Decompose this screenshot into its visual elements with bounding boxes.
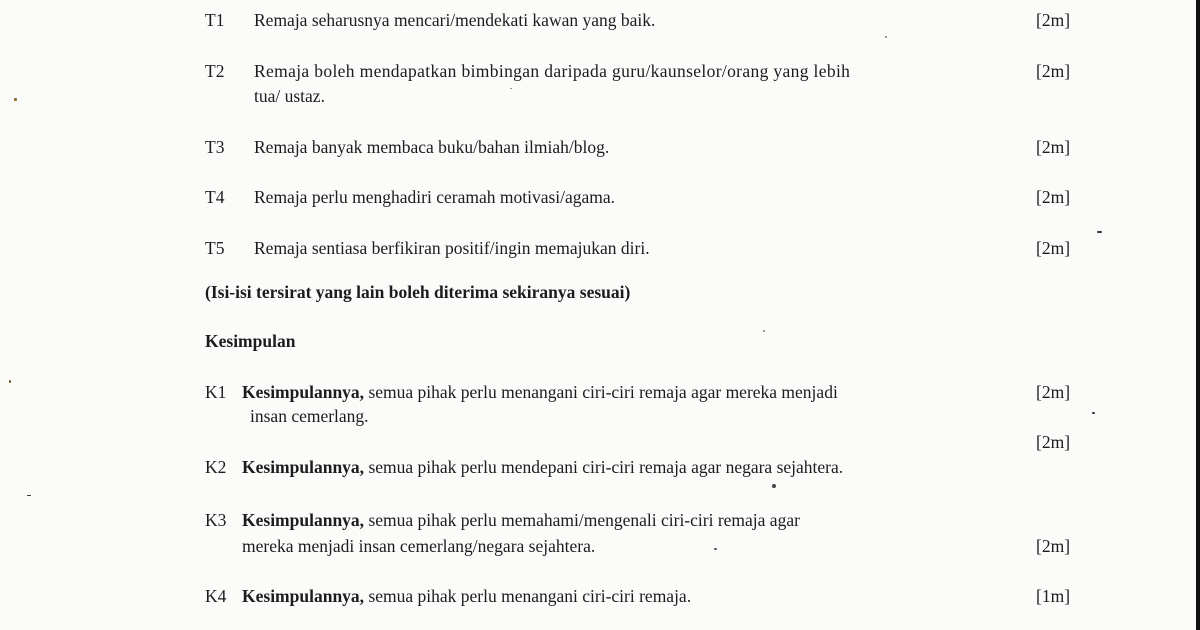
conclusion-lead: Kesimpulannya, — [242, 586, 365, 606]
point-text-line2: tua/ ustaz. — [254, 86, 325, 106]
point-text: Remaja perlu menghadiri ceramah motivasi/agama. — [254, 187, 616, 207]
conclusion-heading: Kesimpulan — [205, 331, 296, 351]
point-mark: [2m] — [1036, 187, 1071, 207]
scan-speck — [885, 36, 887, 38]
point-code: T3 — [205, 137, 225, 157]
conclusion-lead: Kesimpulannya, — [242, 510, 365, 530]
scan-speck — [1097, 231, 1102, 233]
conclusion-line1 — [242, 382, 838, 403]
point-code: T2 — [205, 61, 225, 81]
conclusion-text: semua pihak perlu menangani ciri-ciri remaja. — [368, 586, 692, 606]
point-code: T4 — [205, 187, 225, 207]
conclusion-code: K2 — [205, 457, 227, 477]
scan-speck — [772, 484, 776, 488]
scan-speck — [714, 548, 717, 550]
point-mark: [2m] — [1036, 10, 1071, 30]
conclusion-mark: [2m] — [1036, 536, 1071, 556]
conclusion-code: K1 — [205, 382, 227, 402]
point-text: Remaja sentiasa berfikiran positif/ingin memajukan diri. — [254, 238, 650, 258]
conclusion-line1 — [242, 457, 843, 478]
conclusion-mark: [2m] — [1036, 382, 1071, 402]
conclusion-text: semua pihak perlu mendepani ciri-ciri remaja agar negara sejahtera. — [368, 457, 844, 477]
conclusion-mark: [1m] — [1036, 586, 1071, 606]
conclusion-text: semua pihak perlu menangani ciri-ciri remaja agar mereka menjadi — [368, 382, 838, 402]
conclusion-lead: Kesimpulannya, — [242, 382, 365, 402]
scan-speck — [27, 495, 31, 496]
implicit-note: (Isi-isi tersirat yang lain boleh diterima sekiranya sesuai) — [205, 282, 631, 302]
scan-speck — [1092, 412, 1095, 414]
conclusion-text: semua pihak perlu memahami/mengenali ciri-ciri remaja agar — [368, 510, 800, 530]
point-mark: [2m] — [1036, 137, 1071, 157]
conclusion-code: K4 — [205, 586, 227, 606]
scan-speck — [763, 330, 765, 332]
point-mark: [2m] — [1036, 238, 1071, 258]
scan-edge — [1196, 0, 1200, 630]
point-mark: [2m] — [1036, 61, 1071, 81]
conclusion-line1 — [242, 510, 800, 531]
scan-speck — [14, 98, 17, 101]
point-text: Remaja banyak membaca buku/bahan ilmiah/blog. — [254, 137, 610, 157]
point-text-line1: Remaja boleh mendapatkan bimbingan daripada guru/kaunselor/orang yang lebih — [254, 61, 851, 81]
conclusion-line1 — [242, 586, 691, 607]
scan-speck — [510, 88, 512, 89]
point-code: T5 — [205, 238, 225, 258]
point-code: T1 — [205, 10, 225, 30]
conclusion-line2: insan cemerlang. — [250, 406, 369, 426]
conclusion-lead: Kesimpulannya, — [242, 457, 365, 477]
point-text: Remaja seharusnya mencari/mendekati kawan yang baik. — [254, 10, 656, 30]
scan-speck — [9, 380, 11, 383]
conclusion-mark: [2m] — [1036, 432, 1071, 452]
conclusion-code: K3 — [205, 510, 227, 530]
conclusion-line2: mereka menjadi insan cemerlang/negara sejahtera. — [242, 536, 596, 556]
